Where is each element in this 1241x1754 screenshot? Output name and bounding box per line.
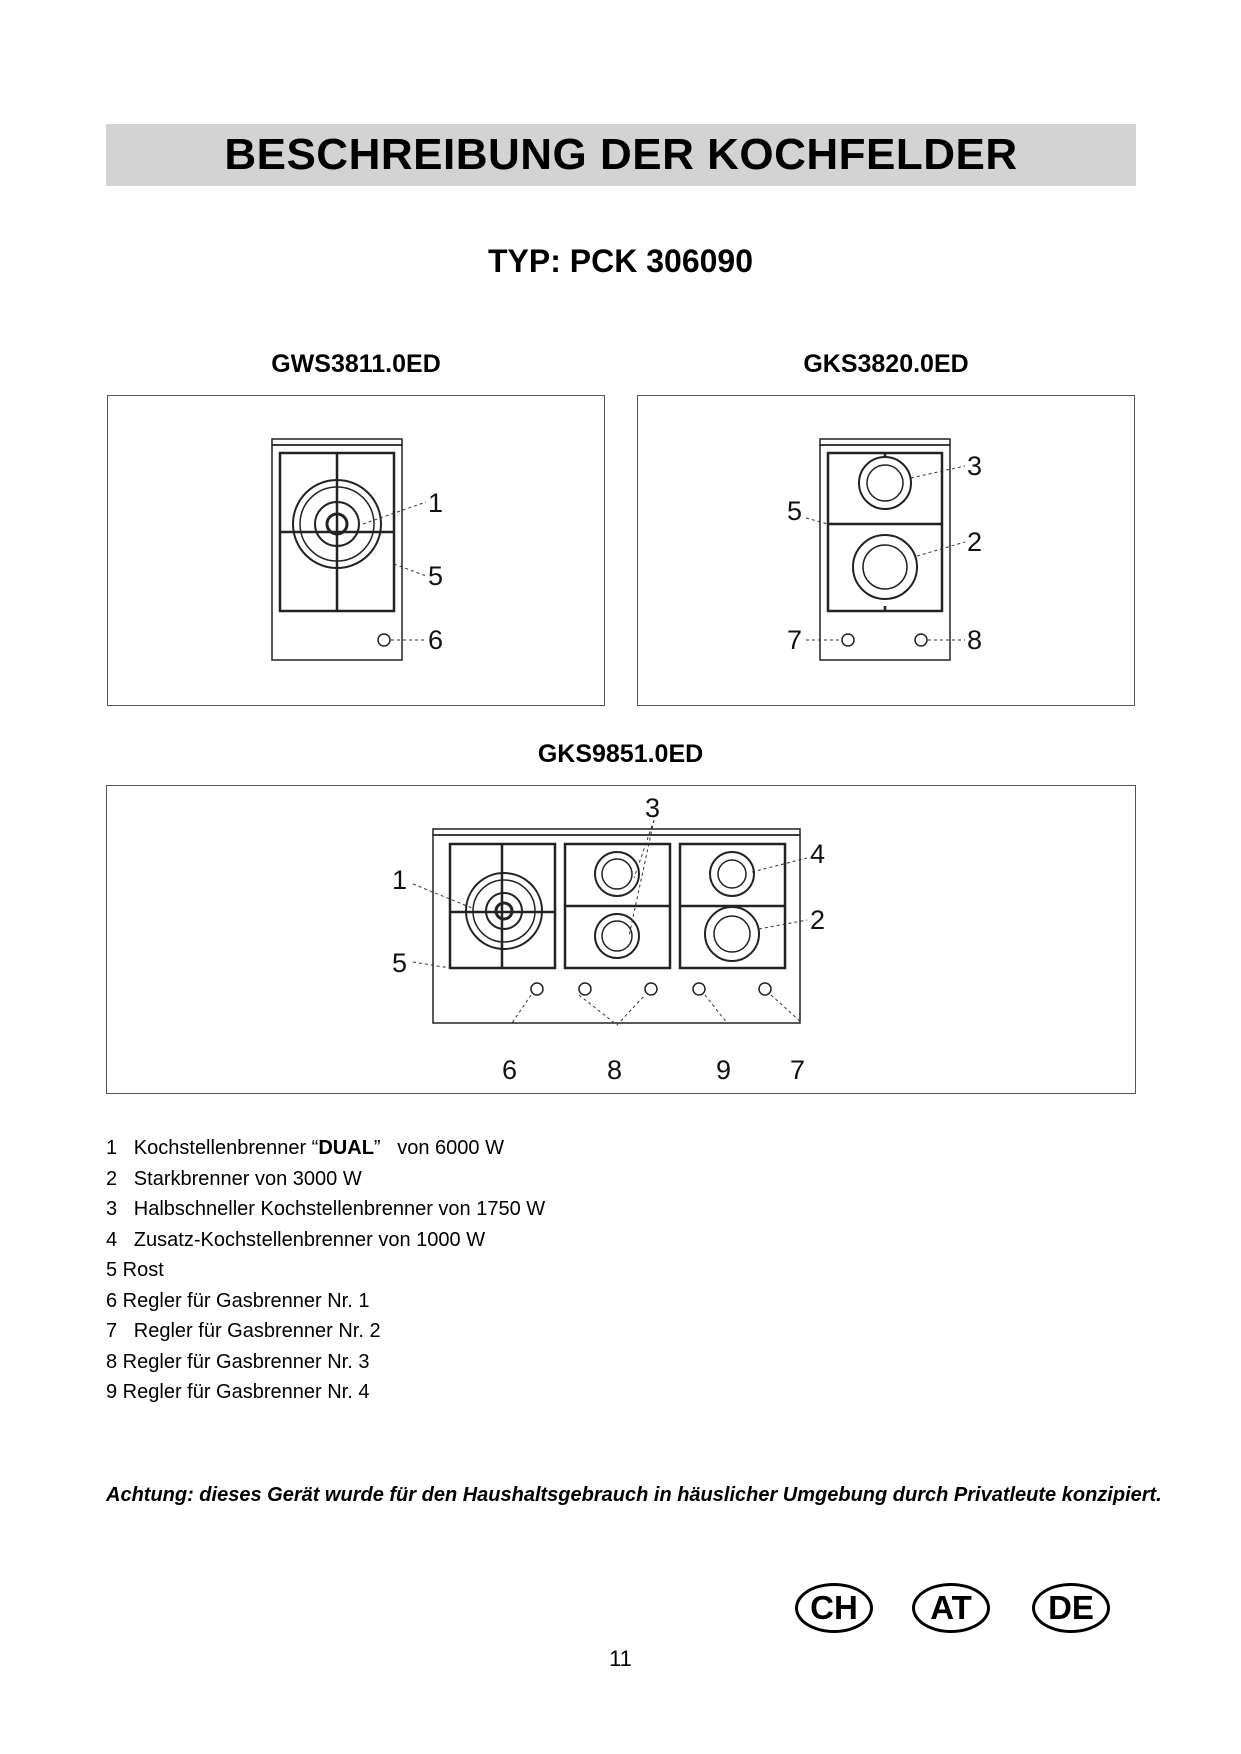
burner-mid-top-inner	[602, 859, 632, 889]
diagram-gws3811	[107, 395, 605, 706]
callout-2: 2	[810, 905, 826, 935]
burner-bottom-inner	[863, 545, 907, 589]
country-badge-at: AT	[912, 1583, 990, 1633]
burner-mid-bot-inner	[602, 921, 632, 951]
callout-5: 5	[392, 948, 408, 978]
diagram-svg-3	[107, 786, 1137, 1095]
country-badge-de: DE	[1032, 1583, 1110, 1633]
diagram-gks3820	[637, 395, 1135, 706]
burner-right-top-inner	[718, 860, 746, 888]
burner-right-top-outer	[710, 852, 754, 896]
callout-7: 7	[787, 625, 803, 655]
legend-text: Regler für Gasbrenner Nr. 4	[117, 1381, 370, 1403]
country-badge-ch: CH	[795, 1583, 873, 1633]
legend-bold: DUAL	[318, 1137, 374, 1159]
knob-c	[645, 983, 657, 995]
knob-e	[759, 983, 771, 995]
grate-rect	[828, 453, 942, 611]
callout-3: 3	[645, 793, 661, 823]
legend-item	[106, 1164, 545, 1195]
knob-2	[842, 634, 854, 646]
leader-5	[806, 518, 828, 524]
model-label-1: GWS3811.0ED	[271, 350, 441, 378]
callout-3: 3	[967, 451, 983, 481]
legend-text: Zusatz-Kochstellenbrenner von 1000 W	[117, 1228, 486, 1251]
hob-frame	[433, 835, 800, 1023]
callout-1: 1	[428, 488, 444, 518]
callout-1: 1	[392, 865, 408, 895]
callout-6: 6	[428, 625, 444, 655]
callout-6: 6	[502, 1055, 518, 1085]
callout-5: 5	[428, 561, 444, 591]
hob-top-frame	[433, 829, 800, 835]
leader-4	[752, 858, 807, 872]
knob-d	[693, 983, 705, 995]
burner-top-inner	[867, 465, 903, 501]
legend-num: 6	[106, 1289, 118, 1312]
legend-item	[106, 1225, 545, 1256]
legend-text: Regler für Gasbrenner Nr. 1	[117, 1289, 370, 1312]
legend-item	[106, 1286, 545, 1317]
knob-b	[579, 983, 591, 995]
legend-num: 3	[106, 1198, 118, 1220]
legend-num: 2	[106, 1167, 118, 1190]
legend-text: Starkbrenner von 3000 W	[117, 1167, 362, 1190]
leader-1	[413, 884, 472, 908]
title-bar	[106, 124, 1136, 186]
leader-6	[512, 995, 531, 1023]
legend-item	[106, 1255, 545, 1286]
leader-8	[579, 995, 645, 1025]
leader-3	[911, 466, 965, 478]
leader-7	[771, 995, 802, 1023]
leader-9	[705, 995, 727, 1023]
knob-a	[531, 983, 543, 995]
legend-item	[106, 1133, 545, 1164]
legend-text: Halbschneller Kochstellenbrenner von 1750 W	[117, 1198, 546, 1220]
legend-num: 7	[106, 1320, 118, 1342]
legend-text: Kochstellenbrenner “	[117, 1137, 319, 1159]
leader-5	[413, 962, 450, 968]
hob-top-frame	[272, 439, 402, 445]
legend-num: 8	[106, 1350, 118, 1373]
legend-item	[106, 1347, 545, 1378]
legend-list	[106, 1133, 545, 1408]
legend-text: Regler für Gasbrenner Nr. 3	[117, 1350, 370, 1373]
legend-text-post: ” von 6000 W	[373, 1137, 504, 1159]
warning-note: Achtung: dieses Gerät wurde für den Haushaltsgebrauch in häuslicher Umgebung durch Privatleute konzipiert.	[106, 1484, 1162, 1506]
legend-item	[106, 1377, 545, 1408]
knob-1	[378, 634, 390, 646]
callout-5: 5	[787, 496, 803, 526]
page-number: 11	[609, 1646, 632, 1671]
model-label-3: GKS9851.0ED	[537, 740, 704, 768]
legend-num: 5	[106, 1259, 118, 1281]
callout-9: 9	[716, 1055, 732, 1085]
legend-num: 4	[106, 1228, 118, 1251]
callout-2: 2	[967, 527, 983, 557]
model-label-2: GKS3820.0ED	[803, 350, 969, 378]
callout-4: 4	[810, 839, 826, 869]
diagram-svg-2	[638, 396, 1136, 707]
diagram-gks9851	[106, 785, 1136, 1094]
legend-text: Rost	[117, 1259, 164, 1281]
page-title: BESCHREIBUNG DER KOCHFELDER	[224, 130, 1018, 179]
legend-item	[106, 1316, 545, 1347]
legend-item	[106, 1194, 545, 1225]
type-line: TYP: PCK 306090	[487, 243, 753, 279]
diagram-svg-1	[108, 396, 606, 707]
knob-3	[915, 634, 927, 646]
hob-top-frame	[820, 439, 950, 445]
burner-right-bot-inner	[714, 916, 750, 952]
callout-7: 7	[790, 1055, 806, 1085]
legend-text: Regler für Gasbrenner Nr. 2	[117, 1320, 381, 1342]
callout-8: 8	[607, 1055, 623, 1085]
burner-right-bot-outer	[705, 907, 759, 961]
callout-8: 8	[967, 625, 983, 655]
legend-num: 9	[106, 1381, 118, 1403]
leader-3	[629, 820, 654, 936]
country-badges	[795, 1583, 1125, 1639]
legend-num: 1	[106, 1137, 118, 1159]
leader-5	[394, 564, 426, 576]
